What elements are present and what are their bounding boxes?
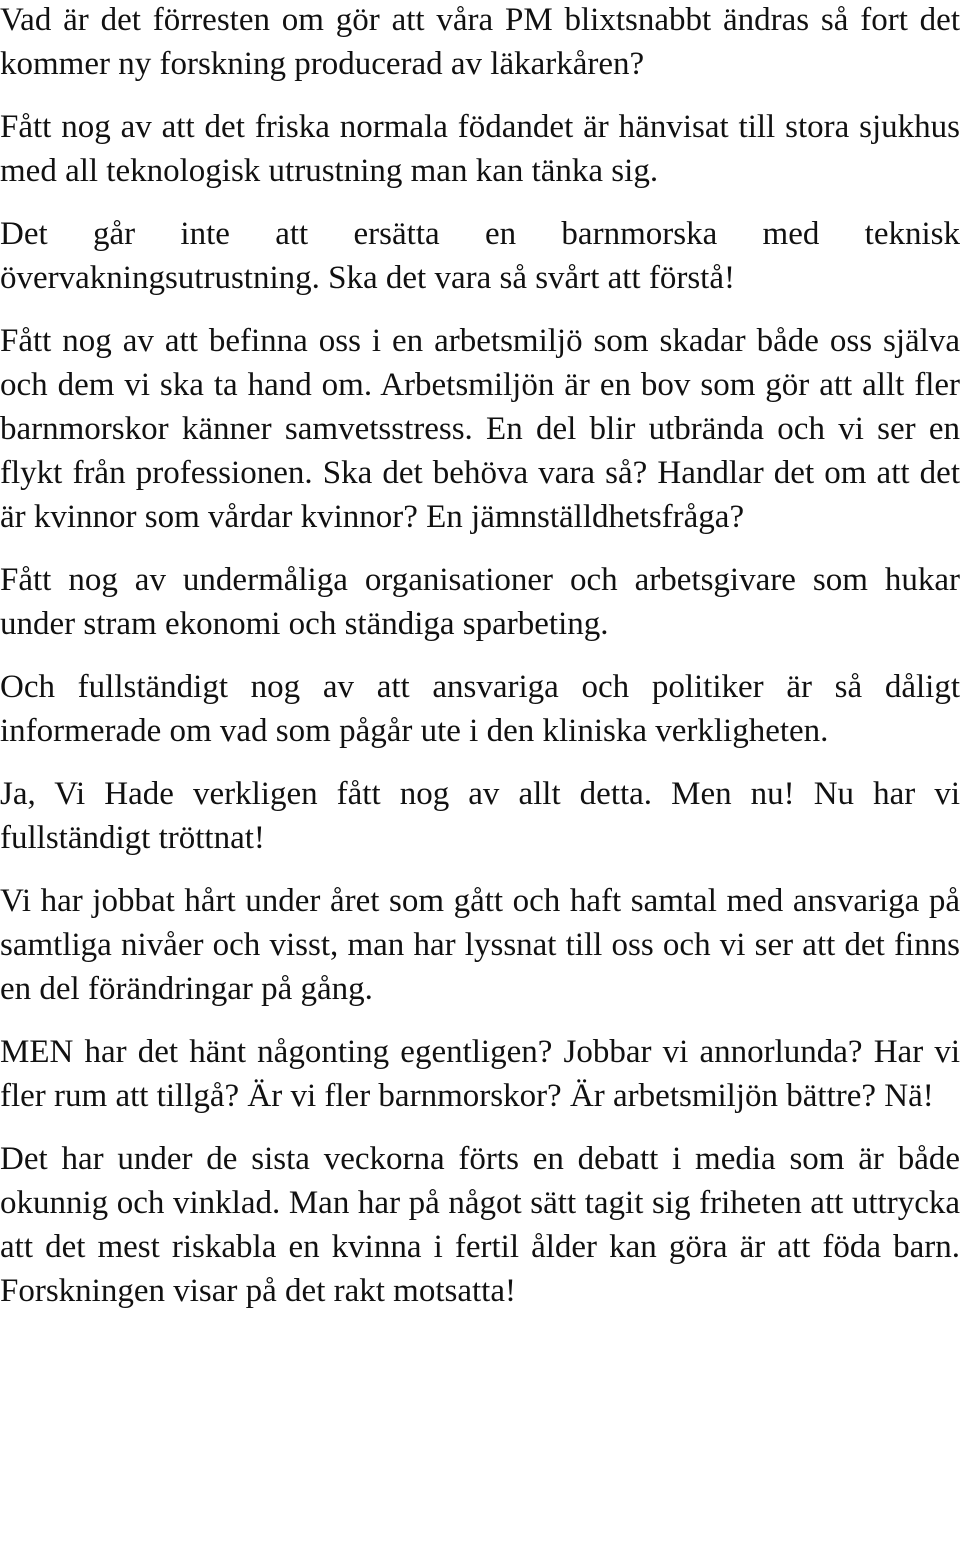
paragraph-gap [0, 646, 960, 665]
paragraph-media-debate: Det har under de sista veckorna förts en debatt i media som är både okunnig och vinklad. Man har på något sätt tagit sig friheten att uttrycka att det mest riskabla en kvinna i fertil ålder kan göra är att föda barn. Forskningen visar på det rakt motsatta! [0, 1141, 960, 1309]
paragraph-politicians: Och fullständigt nog av att ansvariga och politiker är så dåligt informerade om vad som pågår ute i den kliniska verkligheten. [0, 669, 960, 749]
paragraph-gap [0, 86, 960, 105]
paragraph-gap [0, 1118, 960, 1137]
paragraph-gap [0, 300, 960, 319]
paragraph-gap [0, 539, 960, 558]
paragraph-gap [0, 753, 960, 772]
paragraph-midwife-technology: Det går inte att ersätta en barnmorska med teknisk övervakningsutrustning. Ska det vara så svårt att förstå! [0, 216, 960, 296]
paragraph-organisations: Fått nog av undermåliga organisationer och arbetsgivare som hukar under stram ekonomi och ständiga sparbeting. [0, 562, 960, 642]
paragraph-gap [0, 860, 960, 879]
paragraph-gap [0, 193, 960, 212]
paragraph-work-environment: Fått nog av att befinna oss i en arbetsmiljö som skadar både oss själva och dem vi ska ta hand om. Arbetsmiljön är en bov som gör att allt fler barnmorskor känner samvetsstress. En del blir utbrända och vi ser en flykt från professionen. Ska det behöva vara så? Handlar det om att det är kvinnor som vårdar kvinnor? En jämnställdhetsfråga? [0, 323, 960, 535]
paragraph-questions: MEN har det hänt någonting egentligen? Jobbar vi annorlunda? Har vi fler rum att tillgå? Är vi fler barnmorskor? Är arbetsmiljön bättre? Nä! [0, 1034, 960, 1114]
paragraph-tired: Ja, Vi Hade verkligen fått nog av allt detta. Men nu! Nu har vi fullständigt tröttnat! [0, 776, 960, 856]
paragraph-gap [0, 1011, 960, 1030]
paragraph-pm-question: Vad är det förresten om gör att våra PM blixtsnabbt ändras så fort det kommer ny forskning producerad av läkarkåren? [0, 2, 960, 82]
paragraph-worked-hard: Vi har jobbat hårt under året som gått och haft samtal med ansvariga på samtliga nivåer och visst, man har lyssnat till oss och vi ser att det finns en del förändringar på gång. [0, 883, 960, 1007]
paragraph-large-hospitals: Fått nog av att det friska normala födandet är hänvisat till stora sjukhus med all teknologisk utrustning man kan tänka sig. [0, 109, 960, 189]
